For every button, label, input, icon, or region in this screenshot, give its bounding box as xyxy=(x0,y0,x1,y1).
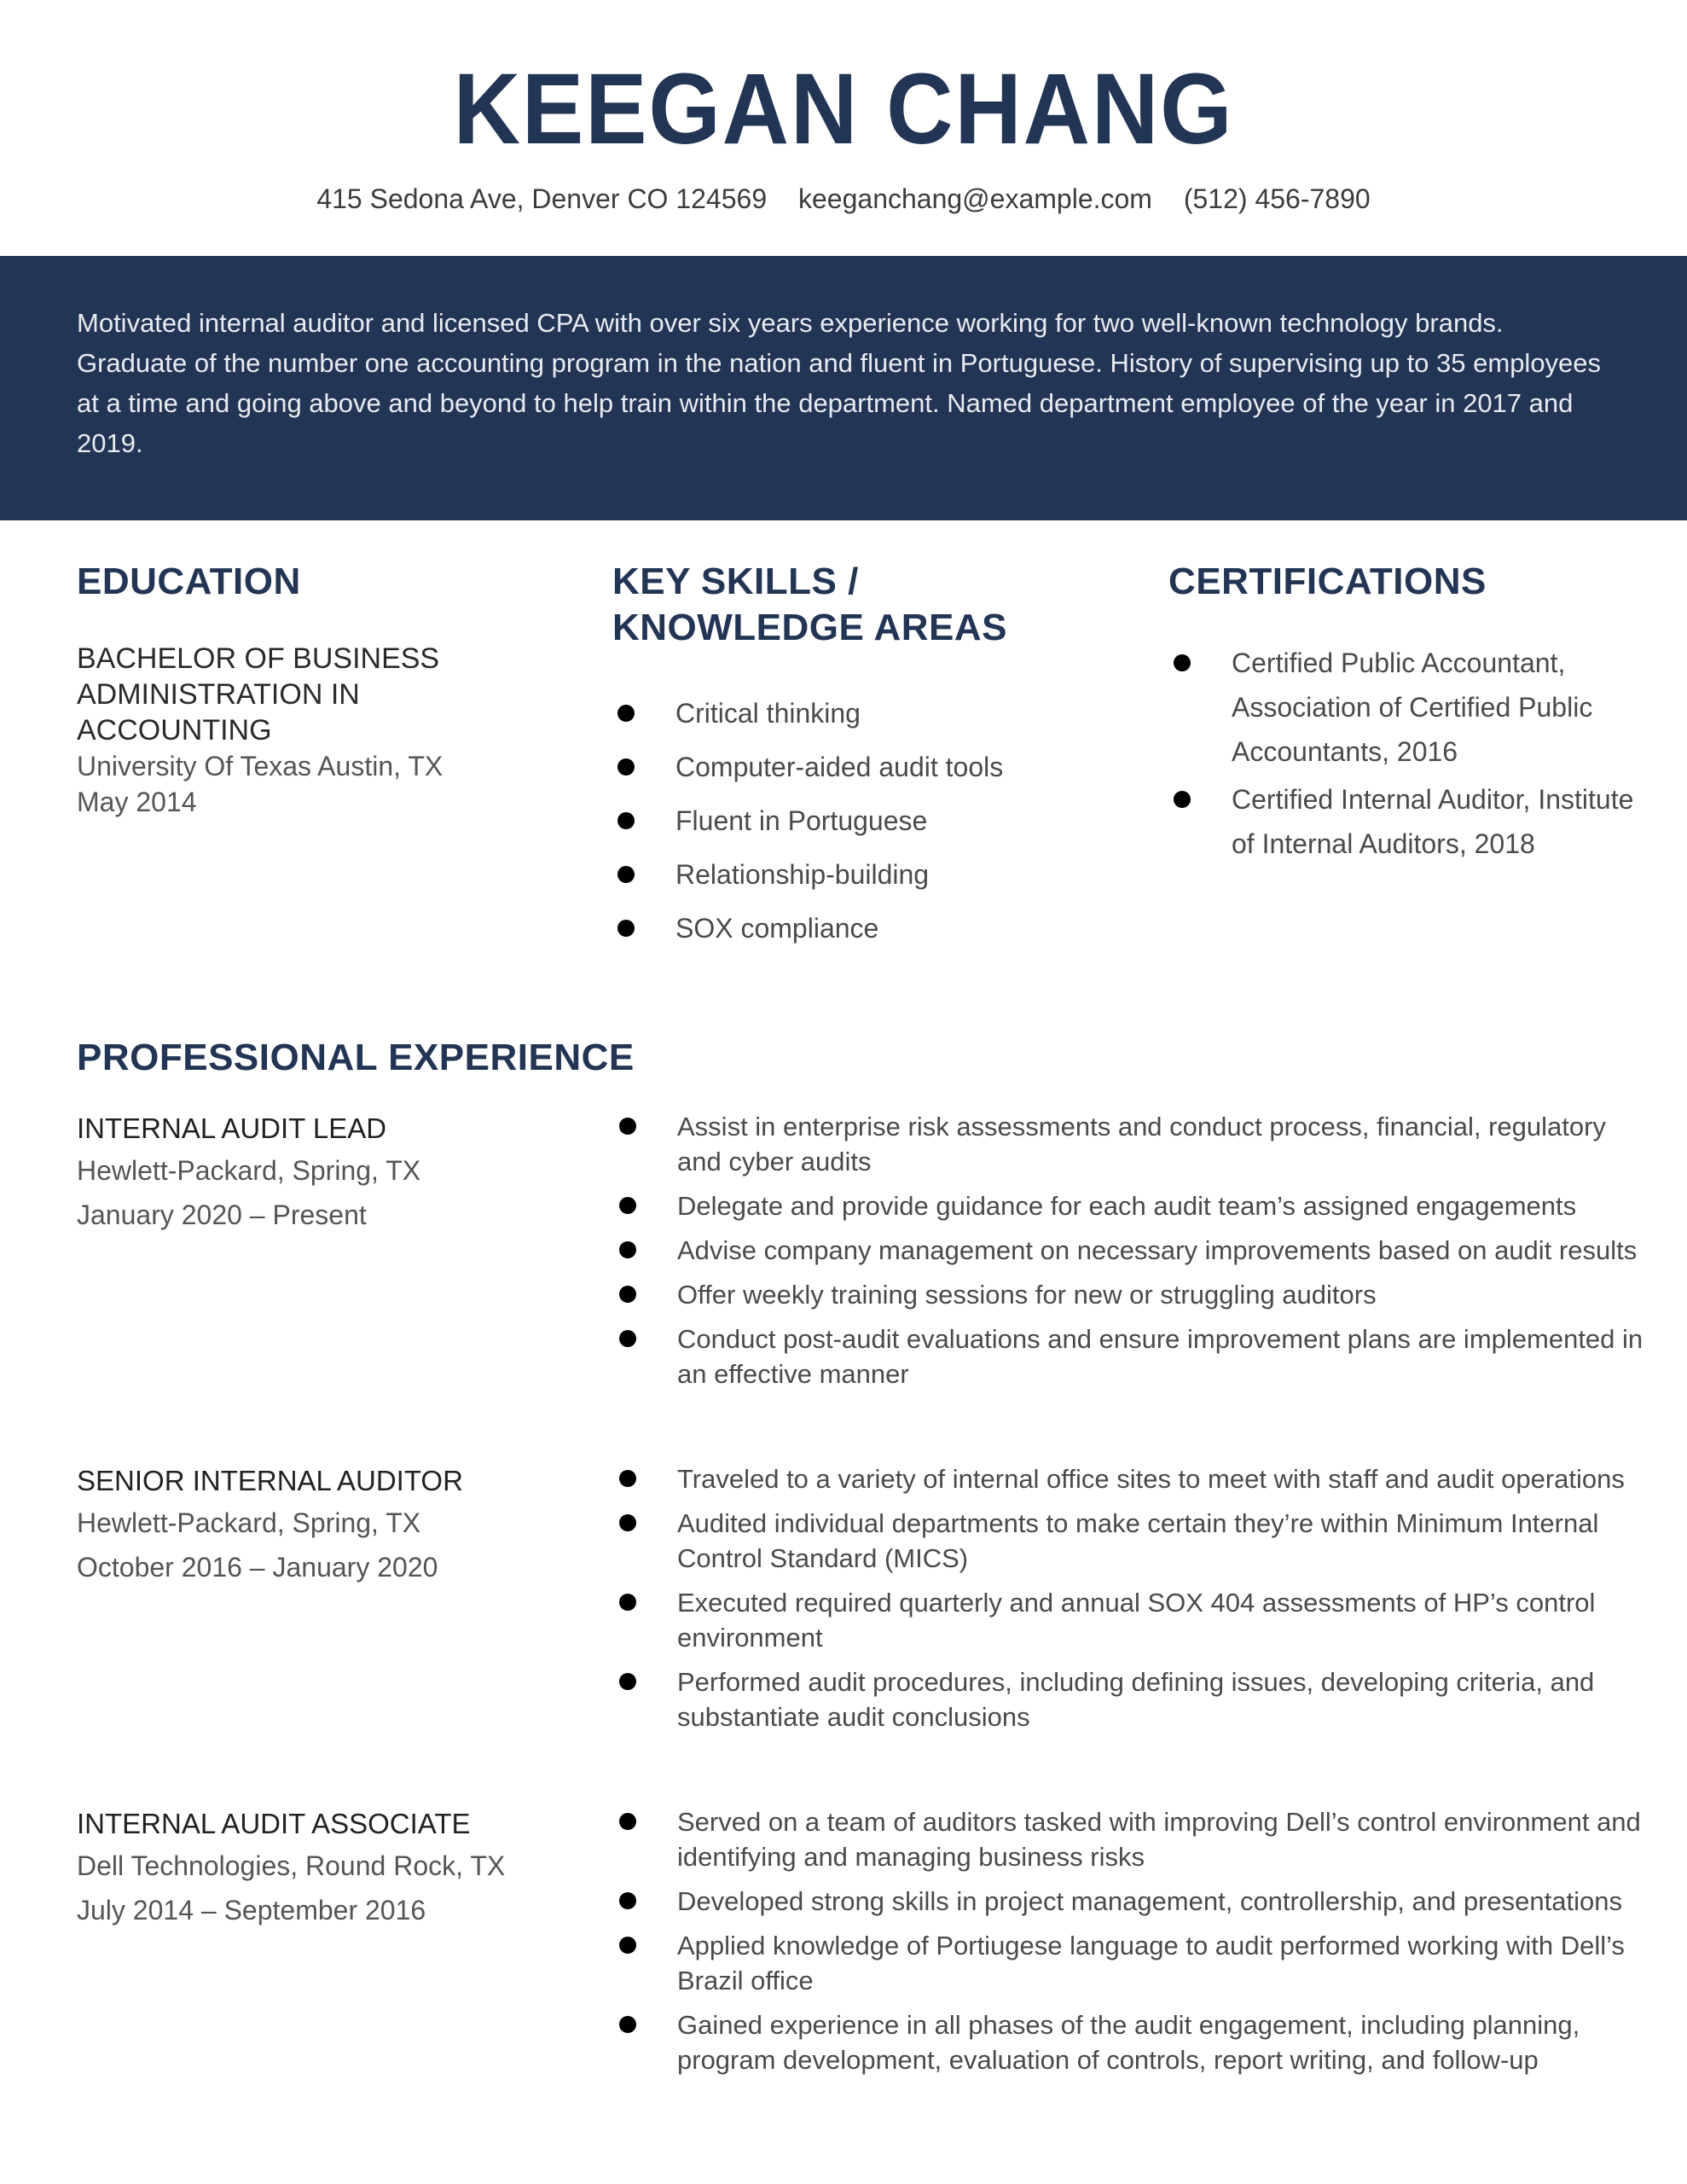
school-name: University Of Texas Austin, TX xyxy=(77,751,443,781)
job-bullet: Delegate and provide guidance for each audit team’s assigned engagements xyxy=(614,1188,1646,1223)
bullet-icon xyxy=(619,1514,636,1531)
job-bullets xyxy=(614,1109,1646,1401)
job-bullets xyxy=(614,1804,1646,2087)
job-dates: July 2014 – September 2016 xyxy=(77,1895,426,1926)
bullet-icon xyxy=(1174,654,1191,671)
bullet-icon xyxy=(619,1197,636,1214)
job-company: Dell Technologies, Round Rock, TX xyxy=(77,1850,506,1881)
bullet-icon xyxy=(617,758,635,775)
job-bullet: Offer weekly training sessions for new or struggling auditors xyxy=(614,1277,1646,1312)
bullet-icon xyxy=(619,1286,636,1303)
bullet-icon xyxy=(617,866,635,883)
job-bullet: Executed required quarterly and annual SOX 404 assessments of HP’s control environment xyxy=(614,1585,1646,1655)
job-role: INTERNAL AUDIT LEAD xyxy=(77,1112,387,1144)
contact-phone: (512) 456-7890 xyxy=(1183,183,1371,214)
job-details xyxy=(77,1109,588,1237)
skill-item: Fluent in Portuguese xyxy=(612,794,1124,848)
job-bullets xyxy=(614,1461,1646,1744)
contact-email: keeganchang@example.com xyxy=(798,183,1152,214)
bullet-icon xyxy=(619,1813,636,1830)
job-bullet: Served on a team of auditors tasked with improving Dell’s control environment and identifying and managing business risks xyxy=(614,1804,1646,1874)
job-bullet: Developed strong skills in project management, controllership, and presentations xyxy=(614,1884,1646,1919)
skill-item: Critical thinking xyxy=(612,687,1124,741)
bullet-icon xyxy=(619,2016,636,2033)
job-details xyxy=(77,1804,588,1932)
bullet-icon xyxy=(619,1330,636,1347)
summary-text: Motivated internal auditor and licensed CPA with over six years experience working for two well-known technology brands. Graduate of the number one accounting program in the nation and fluent in Portuguese. History of supervising up to 35 employees at a time and going above and beyond to help train within the department. Named department employee of the year in 2017 and 2019. xyxy=(77,308,1602,458)
certifications-list xyxy=(1168,641,1646,866)
job-bullet: Advise company management on necessary improvements based on audit results xyxy=(614,1233,1646,1268)
job-dates: October 2016 – January 2020 xyxy=(77,1552,438,1583)
job-role: INTERNAL AUDIT ASSOCIATE xyxy=(77,1808,471,1839)
bullet-icon xyxy=(617,705,635,722)
bullet-icon xyxy=(619,1118,636,1135)
skill-item: SOX compliance xyxy=(612,902,1124,956)
job-bullet: Applied knowledge of Portiugese language to audit performed working with Dell’s Brazil office xyxy=(614,1928,1646,1998)
bullet-icon xyxy=(619,1241,636,1258)
job-role: SENIOR INTERNAL AUDITOR xyxy=(77,1465,463,1496)
job-bullet: Gained experience in all phases of the audit engagement, including planning, program development, evaluation of controls, report writing, and follow-up xyxy=(614,2007,1646,2077)
bullet-icon xyxy=(619,1594,636,1611)
contact-address: 415 Sedona Ave, Denver CO 124569 xyxy=(316,183,768,214)
resume-header xyxy=(0,0,1687,256)
job-company: Hewlett-Packard, Spring, TX xyxy=(77,1507,421,1538)
job-details xyxy=(77,1461,588,1589)
job-bullet: Performed audit procedures, including defining issues, developing criteria, and substantiate audit conclusions xyxy=(614,1664,1646,1734)
bullet-icon xyxy=(619,1937,636,1954)
job-bullet: Conduct post-audit evaluations and ensure improvement plans are implemented in an effective manner xyxy=(614,1321,1646,1391)
skill-item: Computer-aided audit tools xyxy=(612,741,1124,794)
certification-item: Certified Public Accountant, Association of Certified Public Accountants, 2016 xyxy=(1168,641,1646,774)
job-bullet: Audited individual departments to make certain they’re within Minimum Internal Control Standard (MICS) xyxy=(614,1506,1646,1576)
job-dates: January 2020 – Present xyxy=(77,1199,367,1230)
skills-section xyxy=(612,559,1124,956)
bullet-icon xyxy=(619,1470,636,1487)
skill-item: Relationship-building xyxy=(612,848,1124,902)
bullet-icon xyxy=(619,1673,636,1690)
job-bullet: Traveled to a variety of internal office sites to meet with staff and audit operations xyxy=(614,1461,1646,1496)
job-company: Hewlett-Packard, Spring, TX xyxy=(77,1155,421,1186)
certification-item: Certified Internal Auditor, Institute of Internal Auditors, 2018 xyxy=(1168,777,1646,866)
bullet-icon xyxy=(617,812,635,829)
candidate-name: KEEGAN CHANG xyxy=(453,53,1234,166)
skills-list xyxy=(612,687,1124,956)
contact-line xyxy=(0,177,1687,220)
education-title: EDUCATION xyxy=(77,561,301,602)
graduation-date: May 2014 xyxy=(77,787,197,817)
education-section xyxy=(77,559,554,820)
certifications-section xyxy=(1168,559,1646,869)
skills-title: KEY SKILLS / KNOWLEDGE AREAS xyxy=(612,561,1007,648)
summary-banner xyxy=(0,256,1687,520)
certifications-title: CERTIFICATIONS xyxy=(1168,561,1487,602)
experience-title: PROFESSIONAL EXPERIENCE xyxy=(77,1037,635,1078)
bullet-icon xyxy=(619,1892,636,1909)
job-bullet: Assist in enterprise risk assessments and conduct process, financial, regulatory and cyber audits xyxy=(614,1109,1646,1179)
bullet-icon xyxy=(617,920,635,937)
degree-name: BACHELOR OF BUSINESS ADMINISTRATION IN ACCOUNTING xyxy=(77,642,440,746)
bullet-icon xyxy=(1174,791,1191,808)
